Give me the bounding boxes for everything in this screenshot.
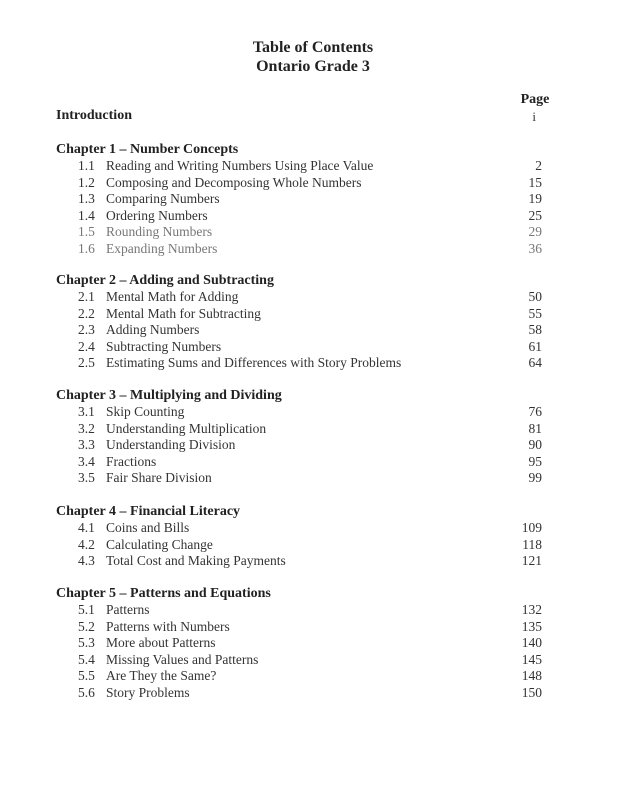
section-number: 1.6 xyxy=(78,240,95,256)
section-number: 5.2 xyxy=(78,618,95,634)
section-page: 15 xyxy=(528,174,542,190)
section-page: 50 xyxy=(528,289,542,304)
toc-entry xyxy=(56,470,566,487)
section-title: Patterns with Numbers xyxy=(106,618,230,634)
section-number: 3.4 xyxy=(78,453,95,469)
toc-entry xyxy=(56,306,566,323)
section-title: Adding Numbers xyxy=(106,322,200,337)
chapter-title: Chapter 4 – Financial Literacy xyxy=(56,504,241,519)
document-title: Table of Contents xyxy=(252,39,374,56)
page-column-header: Page xyxy=(520,92,550,107)
section-title: Skip Counting xyxy=(106,404,185,419)
section-number: 1.1 xyxy=(78,158,95,173)
title-block xyxy=(0,38,626,76)
section-title: Mental Math for Subtracting xyxy=(106,305,261,321)
section-page: 29 xyxy=(528,224,542,239)
section-page: 25 xyxy=(528,207,542,223)
section-number: 5.1 xyxy=(78,602,95,617)
section-title: More about Patterns xyxy=(106,635,216,650)
section-title: Are They the Same? xyxy=(106,668,217,683)
section-number: 3.2 xyxy=(78,420,95,436)
toc-entry xyxy=(56,652,566,669)
section-title: Fractions xyxy=(106,453,157,469)
introduction-page: i xyxy=(532,109,536,124)
toc-entry xyxy=(56,602,566,619)
toc-entry xyxy=(56,175,566,192)
section-page: 2 xyxy=(535,158,542,173)
section-title: Ordering Numbers xyxy=(106,207,208,223)
introduction-entry xyxy=(56,108,566,124)
section-page: 58 xyxy=(528,322,542,337)
document-subtitle: Ontario Grade 3 xyxy=(256,58,370,75)
section-page: 109 xyxy=(521,520,542,535)
section-page: 55 xyxy=(528,305,542,321)
section-number: 1.3 xyxy=(78,191,95,206)
section-number: 4.3 xyxy=(78,553,95,568)
section-page: 61 xyxy=(528,338,542,354)
section-title: Understanding Multiplication xyxy=(106,420,267,436)
section-page: 118 xyxy=(522,536,542,552)
toc-entry xyxy=(56,241,566,258)
section-page: 36 xyxy=(528,240,542,256)
section-title: Expanding Numbers xyxy=(106,240,218,256)
toc-entry xyxy=(56,191,566,208)
section-title: Coins and Bills xyxy=(106,520,190,535)
section-page: 121 xyxy=(521,553,542,568)
toc-entry xyxy=(56,520,566,537)
section-number: 1.5 xyxy=(78,224,95,239)
section-page: 76 xyxy=(528,404,542,419)
section-page: 145 xyxy=(521,651,542,667)
chapter-1 xyxy=(56,141,566,257)
chapter-2 xyxy=(56,272,566,372)
section-title: Mental Math for Adding xyxy=(106,289,239,304)
section-title: Story Problems xyxy=(106,684,190,700)
section-title: Estimating Sums and Differences with Story Problems xyxy=(106,355,402,370)
chapter-title: Chapter 5 – Patterns and Equations xyxy=(56,586,271,601)
section-title: Rounding Numbers xyxy=(106,224,213,239)
chapter-3 xyxy=(56,387,566,487)
section-title: Composing and Decomposing Whole Numbers xyxy=(106,174,362,190)
section-title: Comparing Numbers xyxy=(106,191,220,206)
section-number: 5.5 xyxy=(78,668,95,683)
section-page: 148 xyxy=(521,668,542,683)
section-number: 3.3 xyxy=(78,437,95,452)
chapter-title: Chapter 2 – Adding and Subtracting xyxy=(56,273,274,288)
section-number: 5.3 xyxy=(78,635,95,650)
toc-entry xyxy=(56,208,566,225)
toc-entry xyxy=(56,355,566,372)
chapter-title: Chapter 3 – Multiplying and Dividing xyxy=(56,388,282,403)
toc-entry xyxy=(56,421,566,438)
section-number: 4.1 xyxy=(78,520,95,535)
section-title: Missing Values and Patterns xyxy=(106,651,259,667)
section-number: 1.2 xyxy=(78,174,95,190)
toc-entry xyxy=(56,322,566,339)
toc-entry xyxy=(56,537,566,554)
section-number: 5.4 xyxy=(78,651,95,667)
section-number: 2.4 xyxy=(78,338,95,354)
section-number: 4.2 xyxy=(78,536,95,552)
section-number: 2.3 xyxy=(78,322,95,337)
chapter-5 xyxy=(56,585,566,701)
introduction-label: Introduction xyxy=(56,108,132,123)
toc-entry xyxy=(56,404,566,421)
section-page: 19 xyxy=(528,191,542,206)
section-page: 132 xyxy=(521,602,542,617)
toc-entry xyxy=(56,635,566,652)
chapter-4 xyxy=(56,503,566,570)
toc-entry xyxy=(56,437,566,454)
chapter-title: Chapter 1 – Number Concepts xyxy=(56,142,239,157)
section-page: 81 xyxy=(528,420,542,436)
toc-entry xyxy=(56,619,566,636)
section-page: 135 xyxy=(521,618,542,634)
section-number: 2.2 xyxy=(78,305,95,321)
section-number: 3.5 xyxy=(78,470,95,485)
section-page: 90 xyxy=(528,437,542,452)
toc-entry xyxy=(56,289,566,306)
section-page: 150 xyxy=(521,684,542,700)
section-title: Calculating Change xyxy=(106,536,213,552)
toc-entry xyxy=(56,339,566,356)
section-page: 95 xyxy=(528,453,542,469)
section-number: 2.5 xyxy=(78,355,95,370)
section-number: 2.1 xyxy=(78,289,95,304)
section-title: Reading and Writing Numbers Using Place Value xyxy=(106,158,374,173)
toc-entry xyxy=(56,158,566,175)
section-page: 64 xyxy=(528,355,542,370)
section-number: 3.1 xyxy=(78,404,95,419)
section-title: Total Cost and Making Payments xyxy=(106,553,286,568)
toc-entry xyxy=(56,553,566,570)
section-title: Subtracting Numbers xyxy=(106,338,222,354)
section-title: Understanding Division xyxy=(106,437,236,452)
section-number: 5.6 xyxy=(78,684,95,700)
section-title: Fair Share Division xyxy=(106,470,212,485)
section-page: 140 xyxy=(521,635,542,650)
toc-entry xyxy=(56,224,566,241)
section-page: 99 xyxy=(528,470,542,485)
section-title: Patterns xyxy=(106,602,150,617)
toc-entry xyxy=(56,454,566,471)
section-number: 1.4 xyxy=(78,207,95,223)
toc-entry xyxy=(56,668,566,685)
toc-entry xyxy=(56,685,566,702)
